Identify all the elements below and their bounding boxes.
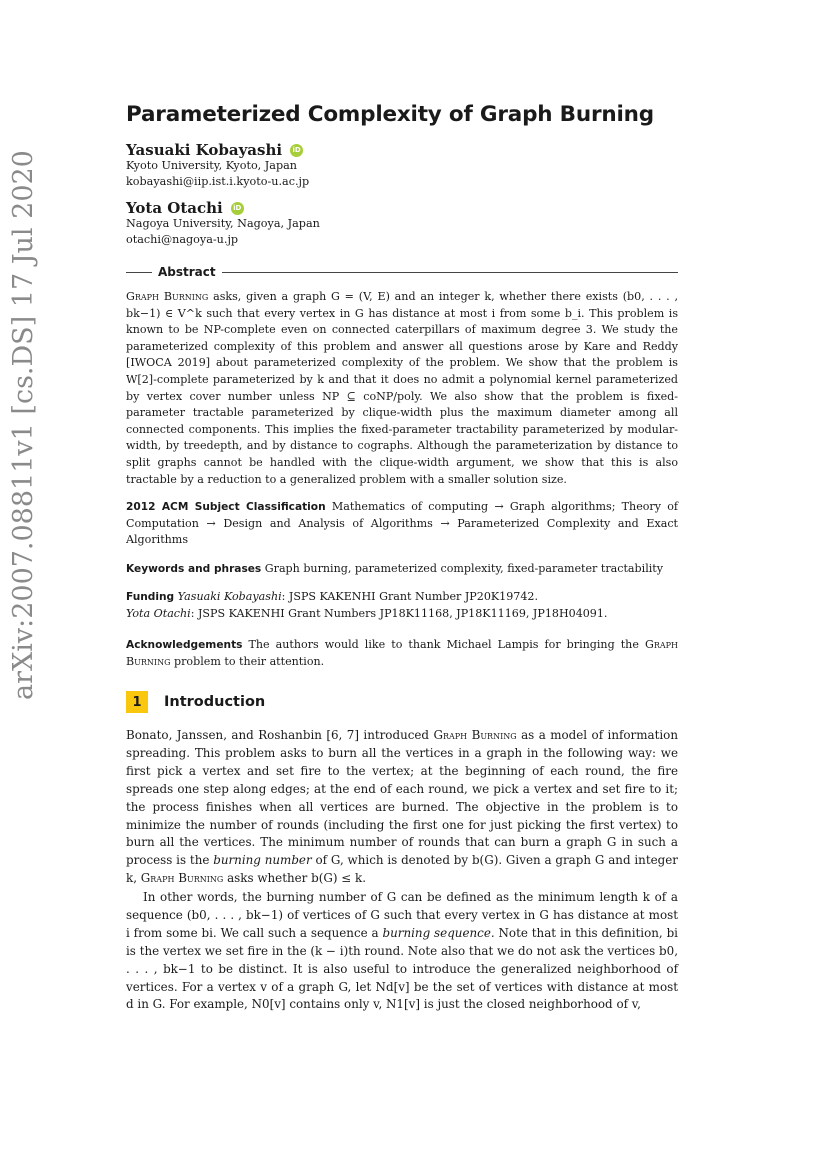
p2b: Note that in this definition, bi is the vertex we set fire in the (k − i)th round. Note also that we do not ask the vertices b0, . . . , bk−1 to be distinct. It is also useful to introduce the generalized neighborhood of vertices. For a vertex v of a graph G, let Nd[v] be the set of vertices with distance at most d in G. For example, N0[v] contains only v, N1[v] is just the closed neighborhood of v,: [126, 925, 678, 1012]
ack-end: problem to their attention.: [174, 654, 325, 668]
acm-label: 2012 ACM Subject Classification: [126, 501, 326, 513]
p1c: of G, which is denoted by b(G). Given a graph G and integer k,: [126, 853, 678, 886]
problem-name: Graph Burning: [126, 290, 209, 303]
section-number: 1: [126, 691, 148, 713]
funding-line-1: [126, 589, 678, 606]
funding: [126, 589, 678, 622]
funding-text-1: : JSPS KAKENHI Grant Number JP20K19742.: [281, 590, 538, 603]
funding-author-1: Yasuaki Kobayashi: [177, 590, 282, 603]
p1-em: burning number: [213, 853, 312, 868]
funding-label: Funding: [126, 591, 175, 603]
p2-em: burning sequence.: [382, 925, 495, 940]
author-name-text: Yota Otachi: [126, 199, 223, 217]
funding-text-2: : JSPS KAKENHI Grant Numbers JP18K11168, JP18K11169, JP18H04091.: [190, 606, 608, 620]
intro-paragraph-2: [126, 889, 678, 1014]
author-email[interactable]: otachi@nagoya-u.jp: [126, 233, 239, 246]
abstract-label: Abstract: [158, 265, 216, 279]
p1d: asks whether b(G) ≤ k.: [227, 871, 367, 886]
paper-title: Parameterized Complexity of Graph Burning: [126, 102, 654, 127]
author-affiliation: Nagoya University, Nagoya, Japan: [126, 217, 320, 230]
author-name-text: Yasuaki Kobayashi: [126, 141, 283, 159]
p2a: In other words, the burning number of G can be defined as the minimum length k of a sequence (b0, . . . , bk−1) of vertices of G such that every vertex in G has distance at most i from some bi. We call such a sequence a: [126, 890, 678, 940]
section-heading: [126, 691, 265, 713]
abstract-rule-left: [126, 272, 152, 273]
author-name: [126, 142, 309, 158]
ack-problem-name: Graph Burning: [126, 638, 678, 668]
funding-line-2: [126, 606, 678, 623]
keywords-label: Keywords and phrases: [126, 563, 262, 575]
intro-paragraph-1: [126, 727, 678, 888]
keywords-text: Graph burning, parameterized complexity, fixed-parameter tractability: [264, 562, 664, 575]
abstract-start: asks, given a graph G = (V, E) and an integer k, whether there exists (b0, . . . , bk−1) ∈ V^k: [126, 290, 678, 320]
author-block-1: [126, 142, 309, 190]
orcid-icon[interactable]: iD: [290, 144, 303, 157]
abstract-body: such that every vertex in G has distance at most i from some b_i. This problem is known to be NP-complete even on connected caterpillars of maximum degree 3. We study the parameterized complexity of this problem and answer all questions arose by Kare and Reddy [IWOCA 2019] about parameterized complexity of the problem. We show that the problem is W[2]-complete parameterized by k and that it does no admit a polynomial kernel parameterized by vertex cover number unless NP ⊆ coNP/poly. We also show that the problem is fixed-parameter tractable parameterized by clique-width plus the maximum diameter among all connected components. This implies the fixed-parameter tractability parameterized by modular-width, by treedepth, and by distance to cographs. Although the parameterization by distance to split graphs cannot be handled with the clique-width argument, we show that this is also tractable by a reduction to a generalized problem with a smaller solution size.: [126, 306, 679, 486]
abstract-header: [126, 265, 678, 279]
ack-text: The authors would like to thank Michael Lampis for bringing the: [248, 638, 639, 651]
funding-author-2: Yota Otachi: [126, 606, 191, 620]
keywords: [126, 561, 678, 578]
author-block-2: [126, 200, 320, 248]
acm-classification: [126, 499, 678, 549]
section-title: Introduction: [164, 694, 266, 710]
author-affiliation: Kyoto University, Kyoto, Japan: [126, 159, 297, 172]
p1b: as a model of information spreading. This problem asks to burn all the vertices in a graph in the following way: we first pick a vertex and set fire to the vertex; at the beginning of each round, the fire spreads one step along edges; at the end of each round, we pick a vertex and set fire to it; the process finishes when all vertices are burned. The objective in the problem is to minimize the number of rounds (including the first one for just picking the first vertex) to burn all the vertices. The minimum number of rounds that can burn a graph G in such a process is the: [126, 728, 678, 868]
author-name: [126, 200, 320, 216]
p1-sc2: Graph Burning: [140, 871, 224, 886]
ack-label: Acknowledgements: [126, 639, 243, 651]
orcid-icon[interactable]: iD: [231, 202, 244, 215]
p1-sc: Graph Burning: [433, 728, 517, 742]
abstract-rule-right: [222, 272, 678, 273]
acm-text: Mathematics of computing → Graph algorithms; Theory of Computation → Design and Analysis of Algorithms → Parameterized Complexity and Exact Algorithms: [126, 500, 678, 547]
abstract-text: [126, 289, 678, 488]
arxiv-stamp: arXiv:2007.08811v1 [cs.DS] 17 Jul 2020: [8, 150, 39, 700]
author-email[interactable]: kobayashi@iip.ist.i.kyoto-u.ac.jp: [126, 175, 310, 188]
acknowledgements: [126, 637, 678, 670]
p1a: Bonato, Janssen, and Roshanbin [6, 7] introduced: [126, 728, 430, 742]
